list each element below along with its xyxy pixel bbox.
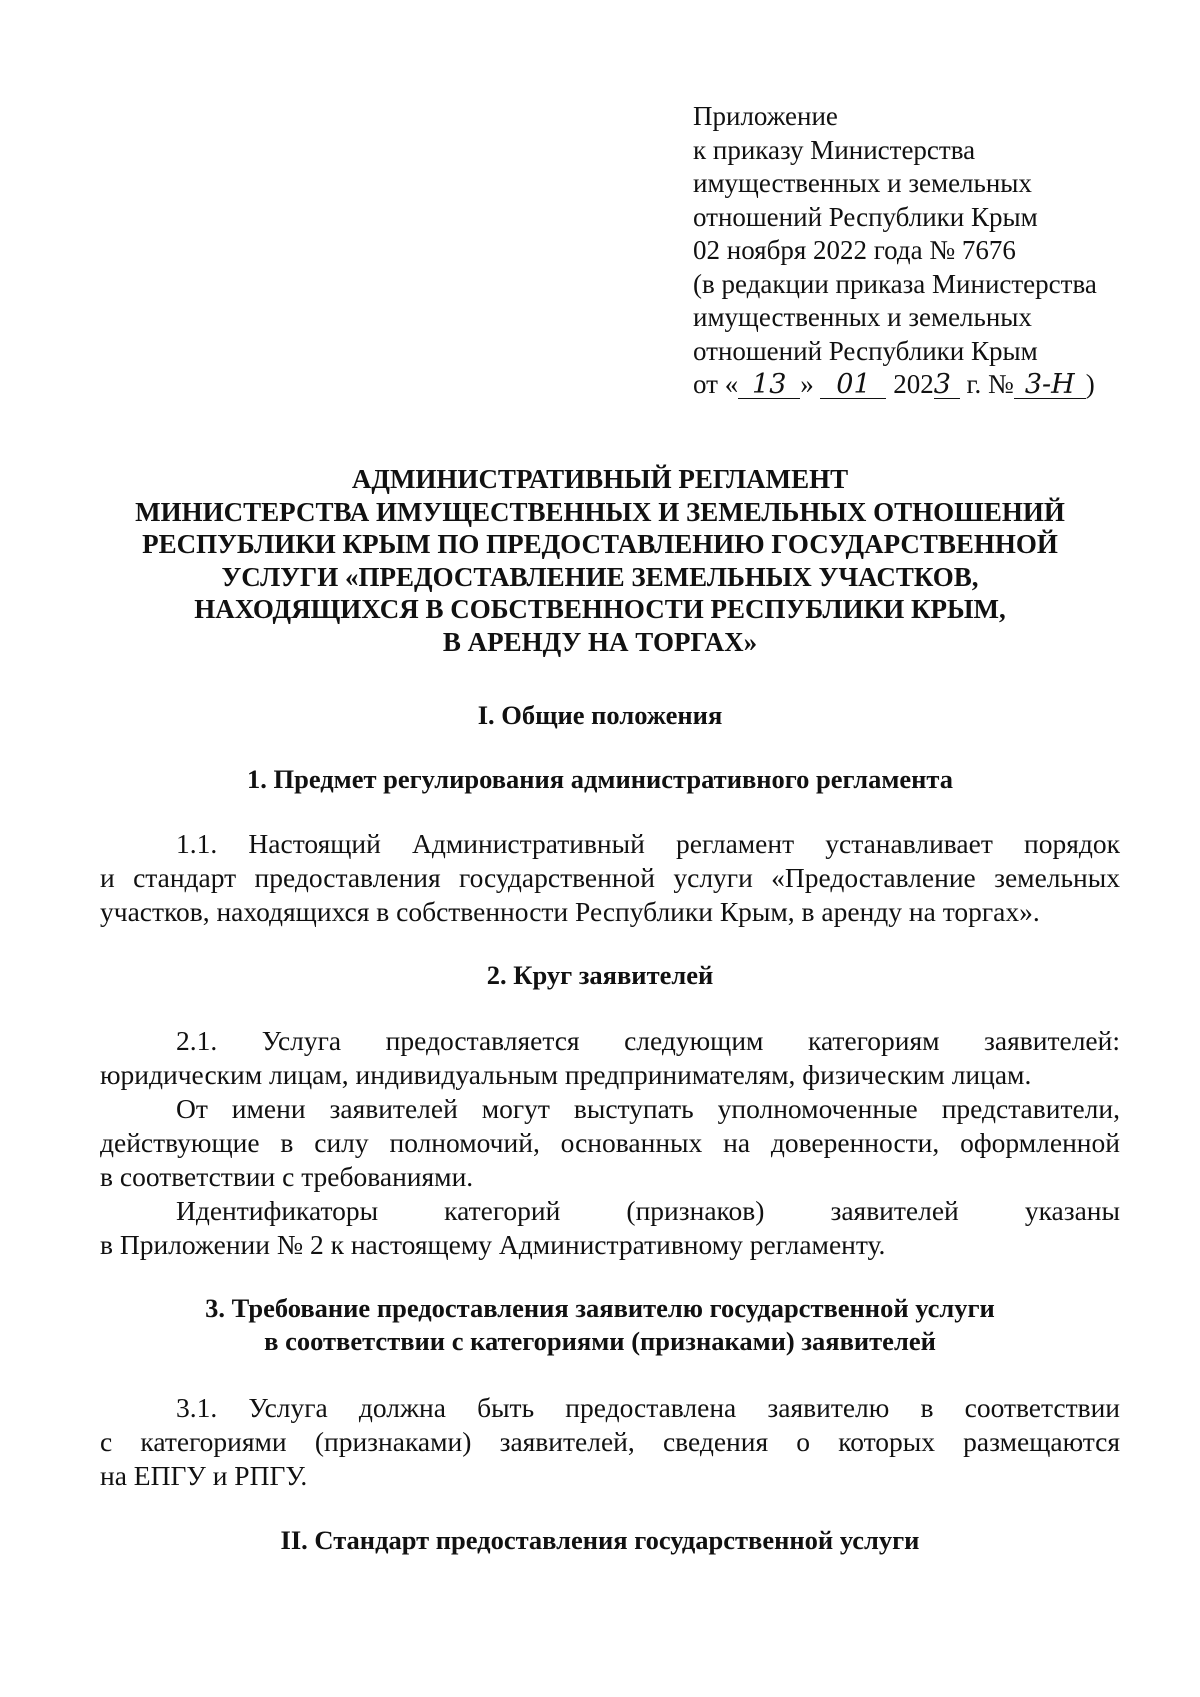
amendment-suffix: ) <box>1085 369 1095 399</box>
annex-line: отношений Республики Крым <box>693 335 1038 366</box>
title-line: В АРЕНДУ НА ТОРГАХ» <box>442 626 758 657</box>
section-heading-standard: II. Стандарт предоставления государственной услуги <box>280 1525 920 1555</box>
annex-line: отношений Республики Крым <box>693 201 1038 232</box>
paragraph-3-1 <box>100 1391 1120 1493</box>
paragraph-line: в соответствии с требованиями. <box>100 1161 474 1192</box>
annex-block <box>693 100 1163 402</box>
paragraph-2-2 <box>100 1092 1120 1194</box>
subsection-heading-applicants: 2. Круг заявителей <box>486 960 714 990</box>
paragraph-line: 1.1. Настоящий Административный регламент устанавливает порядок <box>176 828 1120 859</box>
title-line: АДМИНИСТРАТИВНЫЙ РЕГЛАМЕНТ <box>351 464 849 494</box>
paragraph-2-3 <box>100 1194 1120 1262</box>
annex-line: (в редакции приказа Министерства <box>693 268 1097 299</box>
subsection-heading-requirement: 3. Требование предоставления заявителю государственной услуги <box>205 1293 995 1323</box>
subsection-heading-subject: 1. Предмет регулирования административного регламента <box>246 764 954 794</box>
paragraph-line: в Приложении № 2 к настоящему Административному регламенту. <box>100 1229 886 1260</box>
annex-line: 02 ноября 2022 года № 7676 <box>693 235 1016 265</box>
paragraph-line: 2.1. Услуга предоставляется следующим категориям заявителей: <box>176 1025 1120 1056</box>
paragraph-line: 3.1. Услуга должна быть предоставлена заявителю в соответствии <box>176 1392 1120 1423</box>
paragraph-line: Идентификаторы категорий (признаков) заявителей указаны <box>176 1195 1120 1226</box>
annex-line: Приложение <box>693 101 838 131</box>
paragraph-1-1 <box>100 827 1120 929</box>
title-line: НАХОДЯЩИХСЯ В СОБСТВЕННОСТИ РЕСПУБЛИКИ КРЫМ, <box>194 594 1006 624</box>
handwritten-day: 13 <box>738 372 800 399</box>
handwritten-number: 3-Н <box>1014 372 1086 399</box>
amendment-quote-close: » <box>800 369 814 399</box>
document-title <box>100 463 1100 658</box>
paragraph-line: действующие в силу полномочий, основанных на доверенности, оформленной <box>100 1127 1120 1158</box>
paragraph-line: юридическим лицам, индивидуальным предпринимателям, физическим лицам. <box>100 1059 1032 1090</box>
amendment-year-prefix: 202 <box>893 369 934 399</box>
annex-line: имущественных и земельных <box>693 168 1032 198</box>
handwritten-year-digit: 3 <box>934 372 960 399</box>
paragraph-line: участков, находящихся в собственности Республики Крым, в аренду на торгах». <box>100 896 1040 927</box>
amendment-number-label: г. № <box>966 369 1014 399</box>
subsection-heading-requirement-line2: в соответствии с категориями (признаками) заявителей <box>264 1326 936 1356</box>
annex-line: к приказу Министерства <box>693 134 976 165</box>
section-heading-general: I. Общие положения <box>477 700 723 730</box>
paragraph-line: От имени заявителей могут выступать уполномоченные представители, <box>176 1093 1120 1124</box>
paragraph-2-1 <box>100 1024 1120 1092</box>
annex-line: имущественных и земельных <box>693 302 1032 332</box>
handwritten-month: 01 <box>820 372 886 399</box>
paragraph-line: на ЕПГУ и РПГУ. <box>100 1460 308 1491</box>
amendment-date-line <box>693 368 1163 402</box>
title-line: РЕСПУБЛИКИ КРЫМ ПО ПРЕДОСТАВЛЕНИЮ ГОСУДАРСТВЕННОЙ <box>142 529 1058 559</box>
paragraph-line: с категориями (признаками) заявителей, сведения о которых размещаются <box>100 1426 1120 1457</box>
amendment-prefix: от « <box>693 369 739 399</box>
title-line: МИНИСТЕРСТВА ИМУЩЕСТВЕННЫХ И ЗЕМЕЛЬНЫХ ОТНОШЕНИЙ <box>135 496 1065 527</box>
paragraph-line: и стандарт предоставления государственной услуги «Предоставление земельных <box>100 862 1120 893</box>
title-line: УСЛУГИ «ПРЕДОСТАВЛЕНИЕ ЗЕМЕЛЬНЫХ УЧАСТКОВ, <box>221 561 979 592</box>
